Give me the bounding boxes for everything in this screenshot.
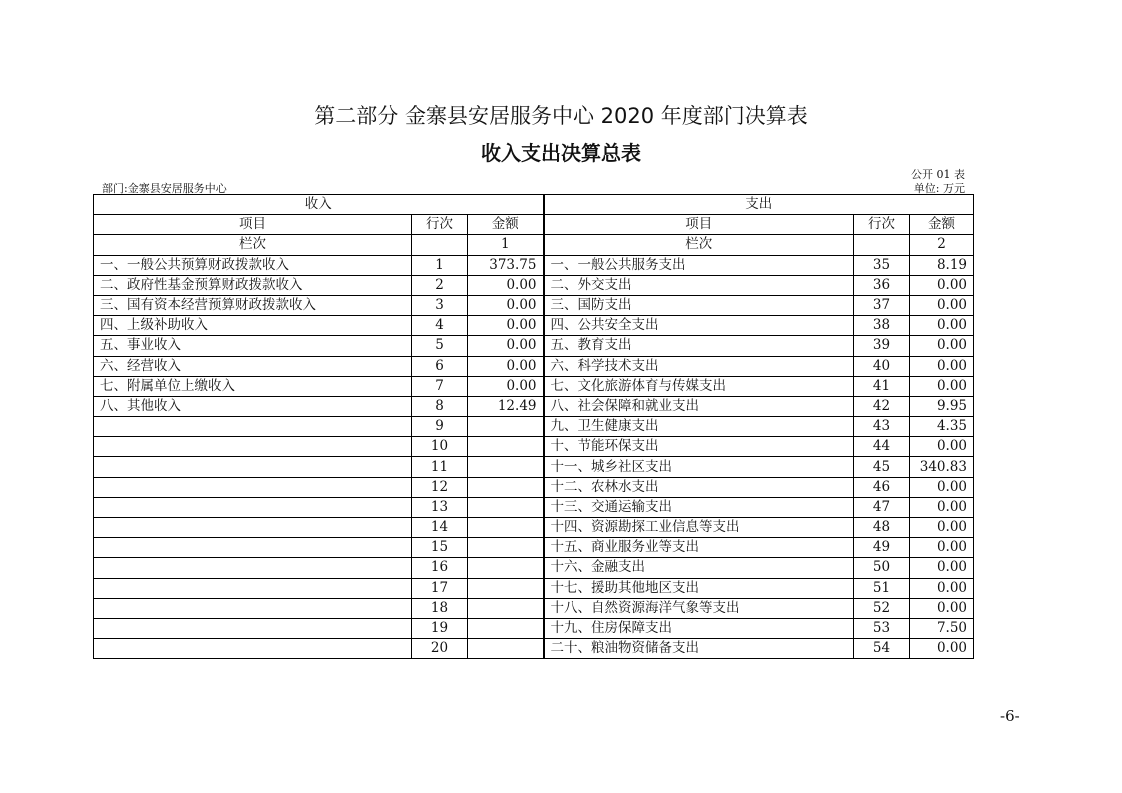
income-item-cell: 三、国有资本经营预算财政拨款收入 — [94, 295, 412, 315]
expense-row-number: 37 — [854, 295, 910, 315]
income-amount-cell: 0.00 — [468, 356, 544, 376]
income-row-number: 9 — [412, 417, 468, 437]
expense-item-cell: 一、一般公共服务支出 — [544, 255, 854, 275]
expense-amount-cell: 0.00 — [910, 598, 974, 618]
income-row-number: 19 — [412, 618, 468, 638]
expense-row-number: 46 — [854, 477, 910, 497]
expense-item-header: 项目 — [544, 215, 854, 235]
table-row — [94, 396, 974, 416]
income-item-cell — [94, 558, 412, 578]
expense-amount-cell: 0.00 — [910, 578, 974, 598]
income-item-cell: 四、上级补助收入 — [94, 316, 412, 336]
income-item-cell — [94, 477, 412, 497]
income-row-number: 6 — [412, 356, 468, 376]
income-row-number: 18 — [412, 598, 468, 618]
column-header-row — [94, 215, 974, 235]
expense-item-cell: 十一、城乡社区支出 — [544, 457, 854, 477]
table-row — [94, 618, 974, 638]
income-item-cell: 一、一般公共预算财政拨款收入 — [94, 255, 412, 275]
expense-row-number: 41 — [854, 376, 910, 396]
income-item-cell — [94, 437, 412, 457]
table-row — [94, 376, 974, 396]
income-row-number: 7 — [412, 376, 468, 396]
expense-amount-cell: 0.00 — [910, 356, 974, 376]
expense-item-cell: 四、公共安全支出 — [544, 316, 854, 336]
income-row-number: 8 — [412, 396, 468, 416]
income-lanci-row — [412, 235, 468, 255]
table-title: 收入支出决算总表 — [481, 141, 641, 165]
income-row-number: 17 — [412, 578, 468, 598]
table-row — [94, 437, 974, 457]
income-item-cell: 二、政府性基金预算财政拨款收入 — [94, 275, 412, 295]
expense-row-number: 51 — [854, 578, 910, 598]
table-row — [94, 538, 974, 558]
income-row-number: 2 — [412, 275, 468, 295]
expense-amount-header: 金额 — [910, 215, 974, 235]
income-item-cell: 七、附属单位上缴收入 — [94, 376, 412, 396]
income-amount-cell — [468, 639, 544, 659]
expense-item-cell: 十八、自然资源海洋气象等支出 — [544, 598, 854, 618]
income-amount-cell — [468, 477, 544, 497]
expense-amount-cell: 0.00 — [910, 639, 974, 659]
income-row-header: 行次 — [412, 215, 468, 235]
expense-item-cell: 二、外交支出 — [544, 275, 854, 295]
expense-item-cell: 十、节能环保支出 — [544, 437, 854, 457]
table-row — [94, 477, 974, 497]
expense-item-cell: 十五、商业服务业等支出 — [544, 538, 854, 558]
income-row-number: 13 — [412, 497, 468, 517]
expense-row-header: 行次 — [854, 215, 910, 235]
table-row — [94, 598, 974, 618]
expense-amount-cell: 0.00 — [910, 477, 974, 497]
income-item-cell — [94, 578, 412, 598]
income-amount-cell — [468, 538, 544, 558]
table-row — [94, 275, 974, 295]
income-row-number: 1 — [412, 255, 468, 275]
expense-item-cell: 十七、援助其他地区支出 — [544, 578, 854, 598]
expense-row-number: 43 — [854, 417, 910, 437]
department-label: 部门:金寨县安居服务中心 — [102, 182, 227, 195]
expense-item-cell: 五、教育支出 — [544, 336, 854, 356]
table-row — [94, 417, 974, 437]
expense-amount-cell: 0.00 — [910, 336, 974, 356]
expense-section-label: 支出 — [544, 195, 974, 215]
expense-row-number: 47 — [854, 497, 910, 517]
income-item-cell — [94, 518, 412, 538]
expense-amount-cell: 0.00 — [910, 316, 974, 336]
expense-item-cell: 八、社会保障和就业支出 — [544, 396, 854, 416]
income-lanci-number: 1 — [468, 235, 544, 255]
expense-row-number: 40 — [854, 356, 910, 376]
expense-amount-cell: 4.35 — [910, 417, 974, 437]
expense-item-cell: 十九、住房保障支出 — [544, 618, 854, 638]
table-row — [94, 558, 974, 578]
income-amount-cell: 12.49 — [468, 396, 544, 416]
unit-label: 单位: 万元 — [913, 182, 965, 195]
expense-amount-cell: 8.19 — [910, 255, 974, 275]
table-row — [94, 316, 974, 336]
expense-row-number: 39 — [854, 336, 910, 356]
expense-row-number: 48 — [854, 518, 910, 538]
expense-amount-cell: 0.00 — [910, 518, 974, 538]
expense-item-cell: 十三、交通运输支出 — [544, 497, 854, 517]
income-amount-header: 金额 — [468, 215, 544, 235]
document-title: 第二部分 金寨县安居服务中心 2020 年度部门决算表 — [314, 104, 808, 128]
income-section-label: 收入 — [94, 195, 544, 215]
income-amount-cell: 0.00 — [468, 376, 544, 396]
expense-amount-cell: 0.00 — [910, 437, 974, 457]
income-item-cell: 八、其他收入 — [94, 396, 412, 416]
income-amount-cell — [468, 618, 544, 638]
income-item-cell: 六、经营收入 — [94, 356, 412, 376]
expense-item-cell: 三、国防支出 — [544, 295, 854, 315]
income-item-cell — [94, 598, 412, 618]
table-row — [94, 639, 974, 659]
income-amount-cell — [468, 417, 544, 437]
income-row-number: 5 — [412, 336, 468, 356]
income-row-number: 16 — [412, 558, 468, 578]
expense-row-number: 45 — [854, 457, 910, 477]
expense-row-number: 52 — [854, 598, 910, 618]
expense-amount-cell: 0.00 — [910, 497, 974, 517]
income-row-number: 15 — [412, 538, 468, 558]
expense-item-cell: 十四、资源勘探工业信息等支出 — [544, 518, 854, 538]
expense-amount-cell: 7.50 — [910, 618, 974, 638]
income-item-cell — [94, 497, 412, 517]
income-amount-cell — [468, 558, 544, 578]
expense-lanci-label: 栏次 — [544, 235, 854, 255]
table-row — [94, 578, 974, 598]
income-item-cell — [94, 639, 412, 659]
income-amount-cell — [468, 598, 544, 618]
income-amount-cell — [468, 578, 544, 598]
expense-lanci-row — [854, 235, 910, 255]
expense-amount-cell: 0.00 — [910, 538, 974, 558]
expense-item-cell: 十六、金融支出 — [544, 558, 854, 578]
income-item-cell — [94, 618, 412, 638]
table-row — [94, 295, 974, 315]
income-item-cell: 五、事业收入 — [94, 336, 412, 356]
income-expense-table — [93, 194, 974, 659]
income-amount-cell — [468, 437, 544, 457]
expense-amount-cell: 0.00 — [910, 558, 974, 578]
income-item-cell — [94, 457, 412, 477]
expense-item-cell: 六、科学技术支出 — [544, 356, 854, 376]
section-header-row — [94, 195, 974, 215]
expense-amount-cell: 9.95 — [910, 396, 974, 416]
expense-row-number: 35 — [854, 255, 910, 275]
expense-amount-cell: 0.00 — [910, 376, 974, 396]
expense-lanci-number: 2 — [910, 235, 974, 255]
income-amount-cell: 0.00 — [468, 275, 544, 295]
expense-row-number: 50 — [854, 558, 910, 578]
income-row-number: 11 — [412, 457, 468, 477]
lanci-row — [94, 235, 974, 255]
expense-item-cell: 十二、农林水支出 — [544, 477, 854, 497]
income-amount-cell — [468, 497, 544, 517]
expense-amount-cell: 0.00 — [910, 295, 974, 315]
income-row-number: 12 — [412, 477, 468, 497]
table-row — [94, 255, 974, 275]
expense-row-number: 42 — [854, 396, 910, 416]
income-row-number: 10 — [412, 437, 468, 457]
table-row — [94, 356, 974, 376]
table-row — [94, 457, 974, 477]
expense-item-cell: 九、卫生健康支出 — [544, 417, 854, 437]
income-row-number: 14 — [412, 518, 468, 538]
page-number: -6- — [1000, 707, 1020, 725]
income-amount-cell: 373.75 — [468, 255, 544, 275]
income-row-number: 4 — [412, 316, 468, 336]
income-item-cell — [94, 538, 412, 558]
expense-item-cell: 二十、粮油物资储备支出 — [544, 639, 854, 659]
expense-row-number: 53 — [854, 618, 910, 638]
expense-item-cell: 七、文化旅游体育与传媒支出 — [544, 376, 854, 396]
income-amount-cell: 0.00 — [468, 295, 544, 315]
table-row — [94, 336, 974, 356]
income-item-cell — [94, 417, 412, 437]
expense-row-number: 54 — [854, 639, 910, 659]
table-number: 公开 01 表 — [911, 168, 965, 181]
income-amount-cell — [468, 457, 544, 477]
income-item-header: 项目 — [94, 215, 412, 235]
table-row — [94, 518, 974, 538]
expense-row-number: 36 — [854, 275, 910, 295]
expense-amount-cell: 0.00 — [910, 275, 974, 295]
income-lanci-label: 栏次 — [94, 235, 412, 255]
income-row-number: 3 — [412, 295, 468, 315]
income-row-number: 20 — [412, 639, 468, 659]
expense-row-number: 44 — [854, 437, 910, 457]
income-amount-cell: 0.00 — [468, 336, 544, 356]
income-amount-cell: 0.00 — [468, 316, 544, 336]
income-amount-cell — [468, 518, 544, 538]
expense-row-number: 38 — [854, 316, 910, 336]
table-row — [94, 497, 974, 517]
expense-amount-cell: 340.83 — [910, 457, 974, 477]
expense-row-number: 49 — [854, 538, 910, 558]
